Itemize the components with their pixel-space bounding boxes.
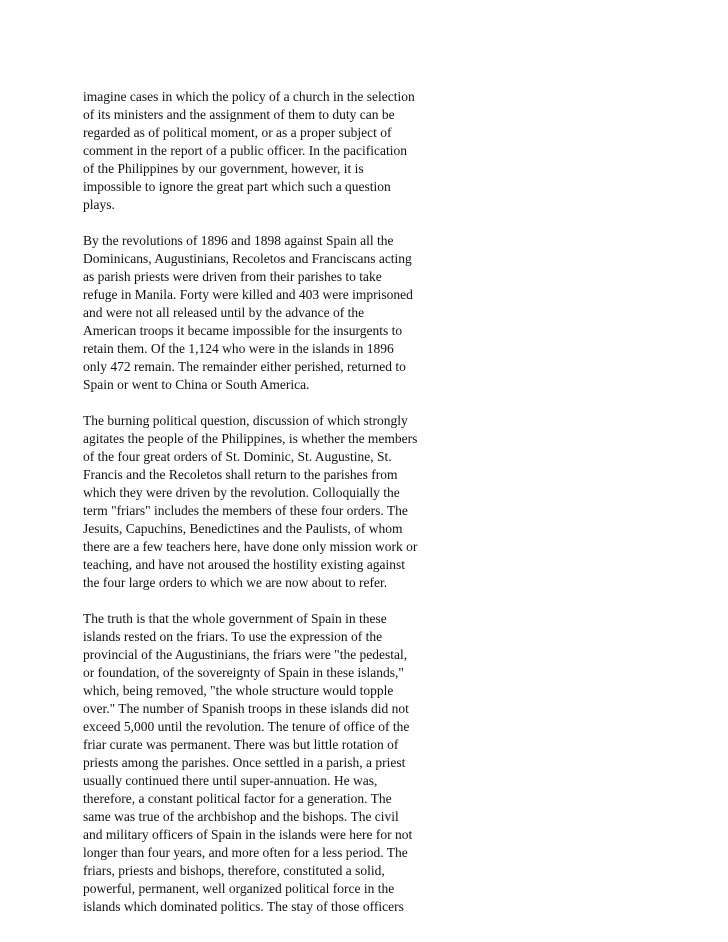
text-line: term "friars" includes the members of these four orders. The [83,503,408,518]
text-line: regarded as of political moment, or as a proper subject of [83,125,392,140]
text-line: there are a few teachers here, have done only mission work or [83,539,418,554]
text-line: as parish priests were driven from their parishes to take [83,269,382,284]
text-line: Jesuits, Capuchins, Benedictines and the Paulists, of whom [83,521,403,536]
text-line: comment in the report of a public officer. In the pacification [83,143,408,158]
paragraph [83,610,453,916]
text-line: therefore, a constant political factor for a generation. The [83,791,392,806]
text-line: the four large orders to which we are now about to refer. [83,575,388,590]
text-line: The truth is that the whole government of Spain in these [83,611,387,626]
text-line: plays. [83,197,115,212]
text-line: or foundation, of the sovereignty of Spain in these islands," [83,665,404,680]
text-line: teaching, and have not aroused the hostility existing against [83,557,406,572]
document-body [83,88,453,934]
text-line: Francis and the Recoletos shall return to the parishes from [83,467,398,482]
text-line: which they were driven by the revolution. Colloquially the [83,485,400,500]
text-line: friar curate was permanent. There was but little rotation of [83,737,399,752]
text-line: friars, priests and bishops, therefore, constituted a solid, [83,863,385,878]
text-line: islands which dominated politics. The stay of those officers [83,899,404,914]
paragraph [83,412,453,592]
text-line: refuge in Manila. Forty were killed and 403 were imprisoned [83,287,413,302]
text-line: American troops it became impossible for the insurgents to [83,323,403,338]
text-line: longer than four years, and more often for a less period. The [83,845,408,860]
paragraph [83,232,453,394]
text-line: Dominicans, Augustinians, Recoletos and Franciscans acting [83,251,412,266]
text-line: imagine cases in which the policy of a church in the selection [83,89,415,104]
text-line: powerful, permanent, well organized political force in the [83,881,395,896]
text-line: Spain or went to China or South America. [83,377,310,392]
text-line: impossible to ignore the great part which such a question [83,179,391,194]
text-line: provincial of the Augustinians, the friars were "the pedestal, [83,647,408,662]
text-line: usually continued there until super-annuation. He was, [83,773,378,788]
text-line: of the four great orders of St. Dominic, St. Augustine, St. [83,449,392,464]
text-line: of its ministers and the assignment of them to duty can be [83,107,395,122]
text-line: islands rested on the friars. To use the expression of the [83,629,383,644]
text-line: By the revolutions of 1896 and 1898 against Spain all the [83,233,394,248]
text-line: over." The number of Spanish troops in these islands did not [83,701,409,716]
text-line: same was true of the archbishop and the bishops. The civil [83,809,399,824]
text-line: exceed 5,000 until the revolution. The tenure of office of the [83,719,410,734]
text-line: and were not all released until by the advance of the [83,305,365,320]
text-line: agitates the people of the Philippines, is whether the members [83,431,418,446]
text-line: of the Philippines by our government, however, it is [83,161,364,176]
text-line: and military officers of Spain in the islands were here for not [83,827,413,842]
text-line: which, being removed, "the whole structure would topple [83,683,394,698]
paragraph [83,88,453,214]
text-line: only 472 remain. The remainder either perished, returned to [83,359,406,374]
text-line: priests among the parishes. Once settled in a parish, a priest [83,755,406,770]
text-line: retain them. Of the 1,124 who were in the islands in 1896 [83,341,394,356]
text-line: The burning political question, discussion of which strongly [83,413,408,428]
